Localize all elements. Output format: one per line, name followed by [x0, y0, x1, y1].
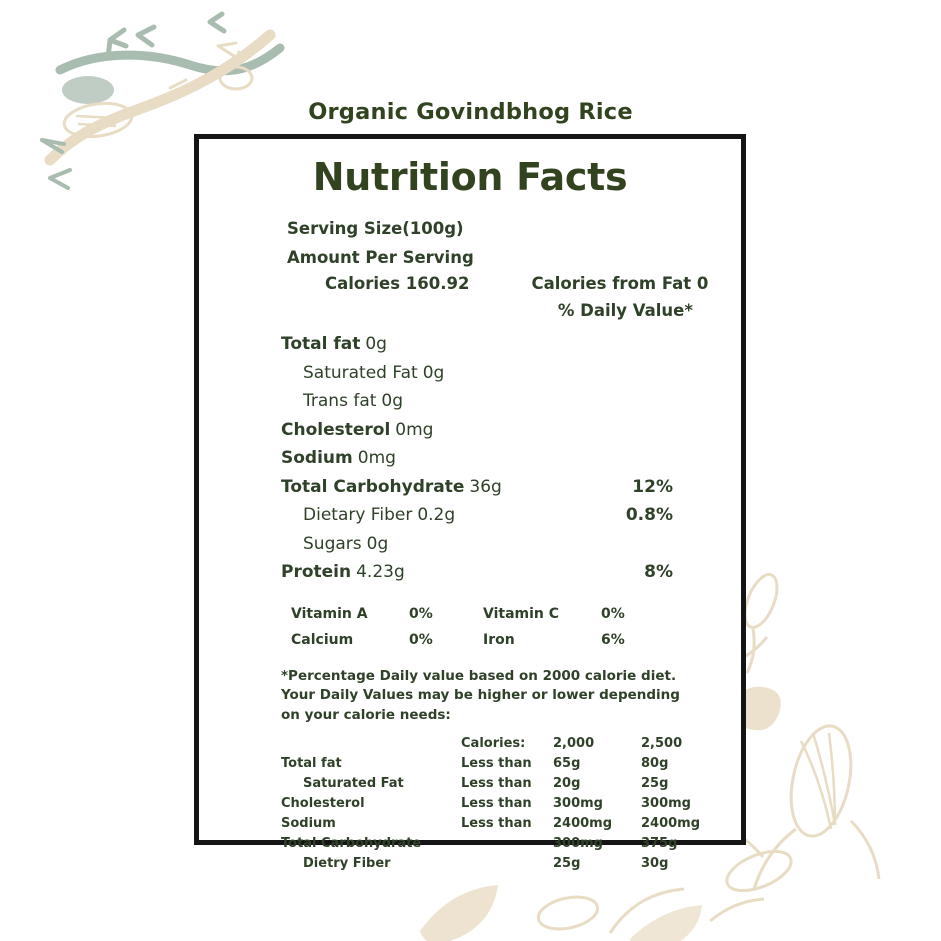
- ref-cell: Total Carbohydrate: [281, 836, 422, 852]
- nutrient-amount: 0mg: [395, 419, 434, 440]
- vitamin-name: Vitamin C: [483, 605, 560, 622]
- vitamin-cell: [291, 632, 483, 648]
- table-row: [281, 794, 711, 814]
- calories-from-fat: Calories from Fat 0: [531, 274, 709, 293]
- nutrient-percent: 8%: [644, 562, 673, 583]
- nutrient-name: Sugars: [303, 533, 362, 554]
- ref-cell: 30g: [641, 856, 669, 872]
- ref-cell: Less than: [461, 756, 532, 772]
- nutrient-row: [225, 330, 715, 359]
- vitamin-value: 0%: [409, 605, 433, 622]
- nutrient-amount: 0g: [366, 533, 389, 554]
- nutrient-amount: 0g: [381, 391, 404, 412]
- nutrient-amount: 0.2g: [417, 505, 456, 526]
- vitamin-row: [291, 627, 675, 653]
- ref-cell: 25g: [553, 856, 581, 872]
- ref-cell: Dietry Fiber: [303, 856, 391, 872]
- ref-cell: 2,500: [641, 736, 683, 752]
- vitamin-cell: [483, 632, 675, 648]
- ref-cell: Less than: [461, 776, 532, 792]
- ref-cell: 25g: [641, 776, 669, 792]
- ref-cell: [461, 854, 553, 874]
- ref-cell: [281, 734, 461, 754]
- nutrient-row: [225, 473, 715, 502]
- nutrient-row: [225, 387, 715, 416]
- ref-cell: 20g: [553, 776, 581, 792]
- vitamin-row: [291, 601, 675, 627]
- ref-cell: 65g: [553, 756, 581, 772]
- vitamin-cell: [291, 606, 483, 622]
- nutrient-list: [225, 330, 715, 587]
- vitamin-name: Vitamin A: [291, 605, 368, 622]
- nutrient-row: [225, 558, 715, 587]
- daily-value-footnote: *Percentage Daily value based on 2000 calorie diet. Your Daily Values may be higher or lower depending on your calorie needs:: [281, 667, 680, 724]
- nutrient-row: [225, 416, 715, 445]
- ref-cell: 300mg: [553, 836, 603, 852]
- ref-cell: Less than: [461, 816, 532, 832]
- nutrient-name: Sodium: [281, 448, 353, 469]
- nutrient-name: Total fat: [281, 334, 361, 354]
- vitamin-value: 6%: [601, 631, 625, 648]
- nutrient-name: Dietary Fiber: [303, 505, 413, 526]
- nutrient-name: Cholesterol: [281, 419, 391, 440]
- nutrient-name: Protein: [281, 562, 352, 583]
- nutrient-percent: 12%: [632, 476, 673, 497]
- nutrition-facts-panel: [194, 134, 746, 872]
- ref-cell: Calories:: [461, 736, 526, 752]
- ref-cell: 375g: [641, 836, 678, 852]
- ref-cell: Less than: [461, 796, 532, 812]
- nutrient-amount: 0g: [365, 334, 387, 354]
- table-row: [281, 814, 711, 834]
- nutrient-amount: 36g: [469, 476, 502, 497]
- nutrient-amount: 0mg: [357, 448, 396, 469]
- table-row: [281, 834, 711, 854]
- daily-values-reference-table: [281, 734, 711, 874]
- table-row: [281, 754, 711, 774]
- table-row: [281, 774, 711, 794]
- vitamin-value: 0%: [601, 605, 625, 622]
- ref-cell: 2,000: [553, 736, 595, 752]
- nutrient-amount: 4.23g: [356, 562, 405, 583]
- amount-per-serving: Amount Per Serving: [287, 248, 474, 267]
- vitamin-value: 0%: [409, 631, 433, 648]
- table-header-row: [281, 734, 711, 754]
- ref-cell: 2400mg: [553, 816, 613, 832]
- vitamin-name: Iron: [483, 631, 515, 648]
- ref-cell: Saturated Fat: [303, 776, 404, 792]
- ref-cell: 300mg: [641, 796, 691, 812]
- vitamin-name: Calcium: [291, 631, 354, 648]
- ref-cell: Total fat: [281, 756, 342, 772]
- nutrient-amount: 0g: [422, 362, 445, 383]
- product-title: Organic Govindbhog Rice: [308, 99, 633, 125]
- calories-label: Calories 160.92: [325, 274, 470, 293]
- nutrition-facts-heading: Nutrition Facts: [312, 155, 628, 199]
- nutrient-name: Saturated Fat: [303, 362, 418, 383]
- serving-size: Serving Size(100g): [287, 219, 464, 238]
- vitamin-cell: [483, 606, 675, 622]
- nutrient-row: [225, 501, 715, 530]
- table-row: [281, 854, 711, 874]
- nutrient-percent: 0.8%: [625, 505, 673, 526]
- ref-cell: 300mg: [553, 796, 603, 812]
- ref-cell: Cholesterol: [281, 796, 365, 812]
- daily-value-header: % Daily Value*: [557, 301, 693, 320]
- nutrient-name: Trans fat: [303, 391, 377, 412]
- vitamins-section: [225, 601, 715, 653]
- nutrient-row: [225, 530, 715, 559]
- nutrient-row: [225, 359, 715, 388]
- ref-cell: Sodium: [281, 816, 336, 832]
- calories-row: [225, 274, 715, 293]
- nutrient-name: Total Carbohydrate: [281, 476, 465, 497]
- ref-cell: [461, 834, 553, 854]
- ref-cell: 80g: [641, 756, 669, 772]
- nutrient-row: [225, 444, 715, 473]
- ref-cell: 2400mg: [641, 816, 701, 832]
